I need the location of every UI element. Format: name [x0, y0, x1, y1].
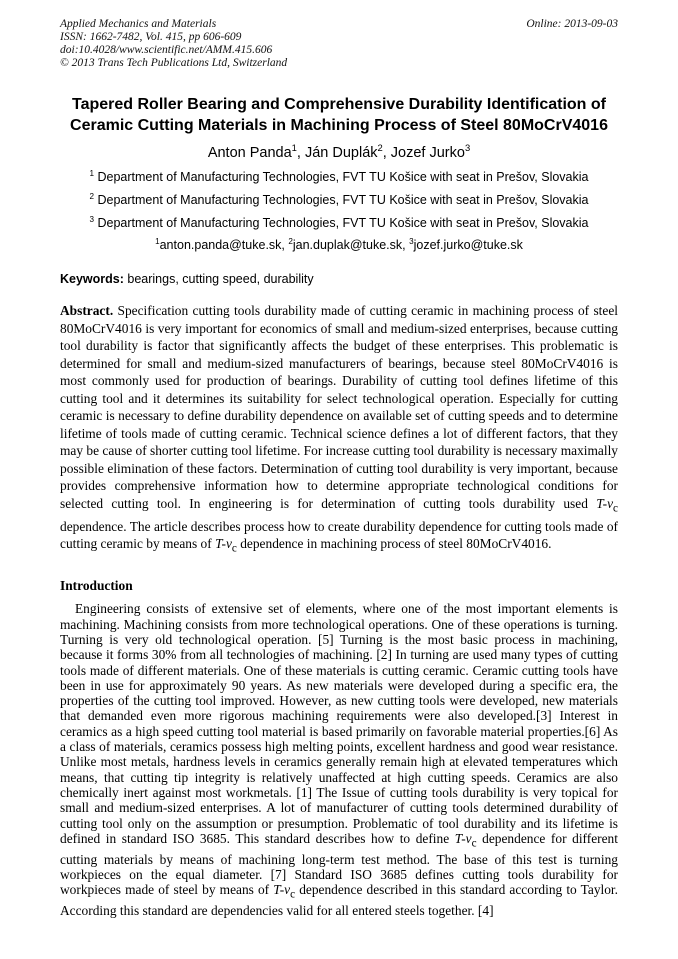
doi-line: doi:10.4028/www.scientific.net/AMM.415.606 [60, 44, 273, 56]
affiliation-3-marker: 3 [89, 214, 95, 224]
affiliation-2-text: Department of Manufacturing Technologies, FVT TU Košice with seat in Prešov, Slovakia [97, 193, 589, 207]
journal-name: Applied Mechanics and Materials [60, 18, 217, 30]
affiliation-1-text: Department of Manufacturing Technologies, FVT TU Košice with seat in Prešov, Slovakia [97, 170, 589, 184]
abstract-label: Abstract. [60, 303, 114, 318]
introduction-paragraph: Engineering consists of extensive set of elements, where one of the most important elements is machining. Machining consists from more technological operations. One of these operations is turning. Turning is very old technological operation. [5] Turning is the most basic process in machining, because it forms 30% from all technologies of machining. [2] In turning are used many types of cutting tools made of different materials. One of these materials is cutting ceramic. Ceramic cutting tools have been in use for approximately 90 years. As new materials were developed during a specific era, the properties of the cutting tool improved. However, as new cutting tools were developed, new materials that demanded even more rigorous machining requirements were also developed.[3] Interest in ceramics as a high speed cutting tool material is based primarily on favorable material properties.[6] As a class of materials, ceramics possess high melting points, excellent hardness and good wear resistance. Unlike most metals, hardness levels in ceramics generally remain high at elevated temperatures which means, that cutting tip integrity is relatively unaffected at high cutting speeds. Ceramics are also chemically inert against most workmetals. [1] The Issue of cutting tools durability is very topical for small and medium-sized enterprises. A lot of manufacturer of cutting tools determined durability of cutting tool only on the assumption or presumption. Problematic of tool durability and its lifetime is defined in standard ISO 3685. This standard describes how to define $T-v_c$ dependence for different cutting materials by means of machining long-term test method. The base of this test is turning workpieces on the equal diameter. [7] Standard ISO 3685 defines cutting tools durability for workpieces made of steel by means of $T-v_c$ dependence described in this standard according to Taylor. According this standard are dependencies valid for all entered steels together. [4] [60, 601, 618, 919]
abstract-text: Specification cutting tools durability made of cutting ceramic in machining process of steel 80MoCrV4016 is very important for economics of small and medium-sized enterprises, because cutting tool durability is factor that significantly affects the budget of these enterprises. This problematic is determined for small and medium-sized manufacturers of bearings, because steel 80MoCrV4016 is most commonly used for production of bearings. Durability of cutting tool defines lifetime of this cutting tool and it determines its suitability for select technological operation. Especially for cutting ceramic is necessary to define durability dependence on available set of cutting speeds and to determine lifetime of tools made of cutting ceramic. Technical science defines a lot of different factors, that they may be cause of shorter cutting tool lifetime. For increase cutting tool durability is necessary maximally possible elimination of these factors. Determination of cutting tool durability is very important, because provides comprehensive information how to determine appropriate technological conditions for selected cutting tool. In engineering is for determination of cutting tools durability used $T-v_c$ dependence. The article describes process how to create durability dependence for cutting tools made of cutting ceramic by means of $T-v_c$ dependence in machining process of steel 80MoCrV4016. [60, 303, 618, 555]
online-date: Online: 2013-09-03 [526, 18, 618, 30]
affiliation-1 [60, 170, 618, 184]
copyright-line: © 2013 Trans Tech Publications Ltd, Switzerland [60, 57, 288, 69]
affiliation-2 [60, 193, 618, 207]
abstract-paragraph [60, 302, 618, 558]
affiliation-1-marker: 1 [89, 168, 95, 178]
affiliation-2-marker: 2 [89, 191, 95, 201]
affiliation-3-text: Department of Manufacturing Technologies, FVT TU Košice with seat in Prešov, Slovakia [97, 216, 589, 230]
author-emails: $^1$anton.panda@tuke.sk, $^2$jan.duplak@tuke.sk, $^3$jozef.jurko@tuke.sk [155, 236, 523, 252]
keywords-text: bearings, cutting speed, durability [127, 272, 314, 286]
keywords-line [60, 272, 618, 286]
introduction-heading: Introduction [60, 578, 133, 594]
journal-header [60, 18, 618, 70]
affiliation-3 [60, 216, 618, 230]
keywords-label: Keywords: [60, 272, 124, 286]
paper-title: Tapered Roller Bearing and Comprehensive Durability Identification of Ceramic Cutting Materials in Machining Process of Steel 80MoCrV4016 [70, 96, 608, 134]
issn-line: ISSN: 1662-7482, Vol. 415, pp 606-609 [60, 31, 242, 43]
authors-line: Anton Panda$^1$, Ján Duplák$^2$, Jozef Jurko$^3$ [207, 142, 471, 161]
